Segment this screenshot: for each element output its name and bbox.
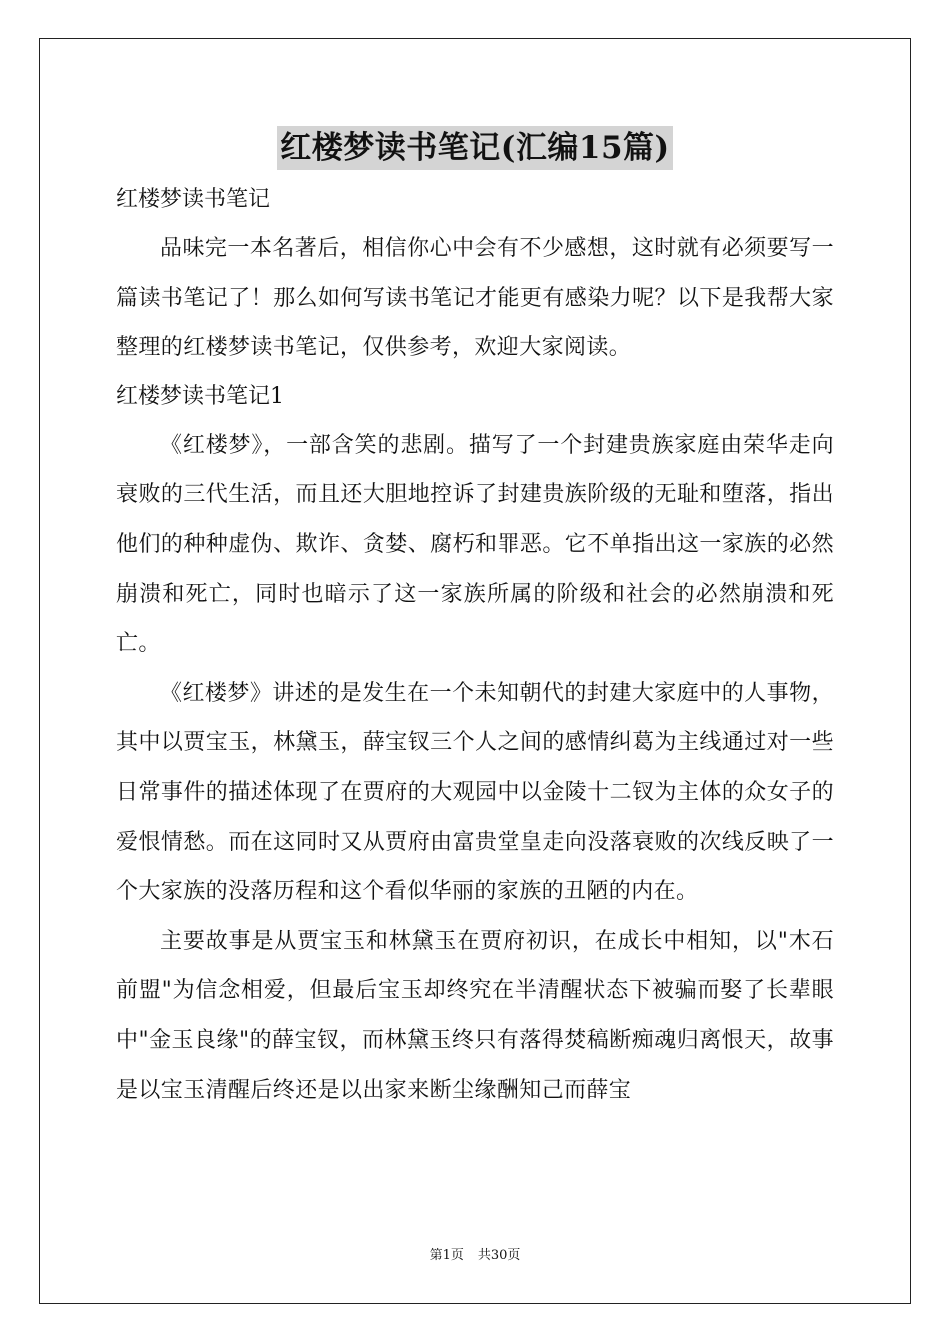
paragraph-note-1-b: 《红楼梦》讲述的是发生在一个未知朝代的封建大家庭中的人事物，其中以贾宝玉，林黛玉，薛宝钗三个人之间的感情纠葛为主线通过对一些日常事件的描述体现了在贾府的大观园中以金陵十二钗为主体的众女子的爱恨情愁。而在这同时又从贾府由富贵堂皇走向没落衰败的次线反映了一个大家族的没落历程和这个看似华丽的家族的丑陋的内在。: [116, 680, 834, 905]
page-footer: [0, 1246, 950, 1266]
paragraph-intro: 品味完一本名著后，相信你心中会有不少感想，这时就有必须要写一篇读书笔记了！那么如何写读书笔记才能更有感染力呢？以下是我帮大家整理的红楼梦读书笔记，仅供参考，欢迎大家阅读。: [116, 236, 834, 361]
page-number: 第1页: [429, 1248, 464, 1263]
page-total: 共30页: [477, 1248, 521, 1263]
paragraph-note-1-c: 主要故事是从贾宝玉和林黛玉在贾府初识，在成长中相知，以"木石前盟"为信念相爱，但最后宝玉却终究在半清醒状态下被骗而娶了长辈眼中"金玉良缘"的薛宝钗，而林黛玉终只有落得焚稿断痴魂归离恨天，故事是以宝玉清醒后终还是以出家来断尘缘酬知己而薛宝: [116, 928, 834, 1103]
document-body: [116, 176, 834, 1115]
paragraph-note-1-a: 《红楼梦》，一部含笑的悲剧。描写了一个封建贵族家庭由荣华走向衰败的三代生活，而且还大胆地控诉了封建贵族阶级的无耻和堕落，指出他们的种种虚伪、欺诈、贪婪、腐朽和罪恶。它不单指出这一家族的必然崩溃和死亡，同时也暗示了这一家族所属的阶级和社会的必然崩溃和死亡。: [116, 432, 834, 657]
section-heading-note-1: 红楼梦读书笔记1: [116, 383, 284, 409]
title-container: [0, 126, 950, 170]
document-title: 红楼梦读书笔记(汇编15篇): [277, 126, 672, 170]
section-heading-intro: 红楼梦读书笔记: [116, 187, 271, 212]
